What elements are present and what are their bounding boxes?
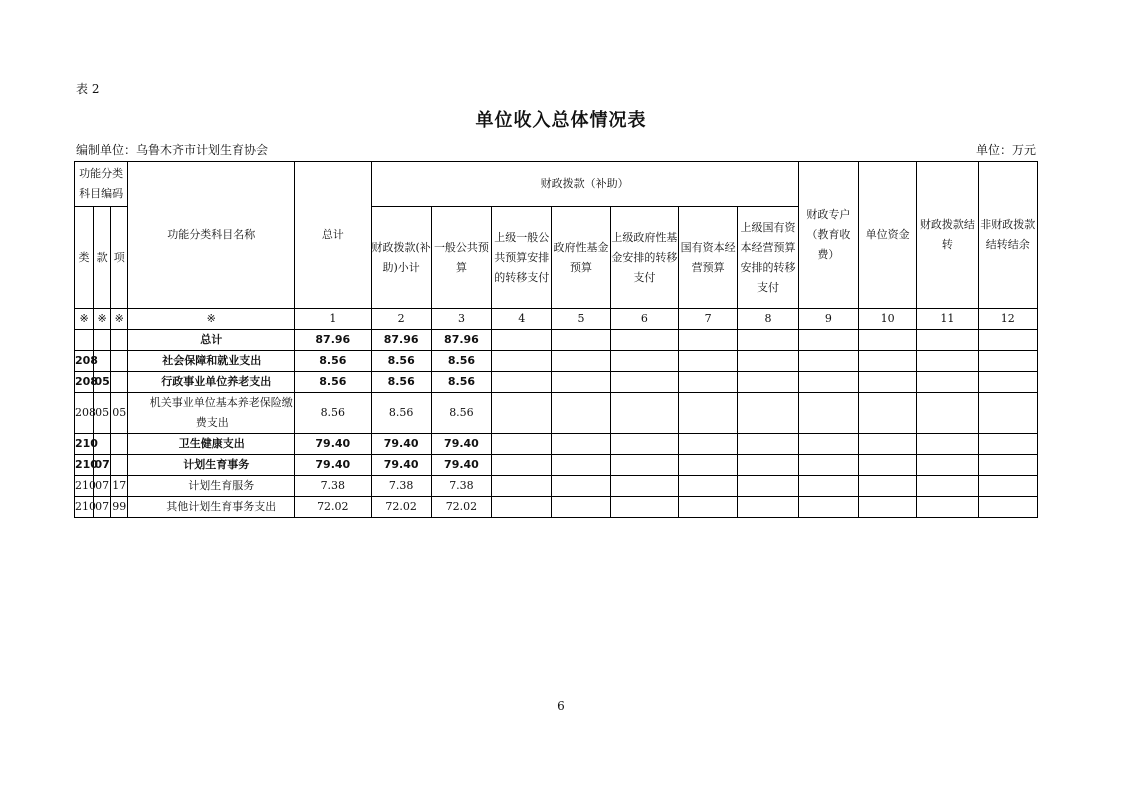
cell-subtotal: 79.40 — [371, 455, 431, 476]
header-general-budget: 一般公共预算 — [431, 207, 491, 309]
header-upper-gov-fund-transfer: 上级政府性基金安排的转移支付 — [610, 207, 678, 309]
col-num: 12 — [978, 309, 1037, 330]
cell-general: 87.96 — [431, 330, 491, 351]
table-row — [75, 455, 1038, 476]
table-row — [75, 372, 1038, 393]
table-row — [75, 497, 1038, 518]
cell-name: 总计 — [128, 330, 295, 351]
table-row — [75, 476, 1038, 497]
col-num: 5 — [552, 309, 610, 330]
col-num: 3 — [431, 309, 491, 330]
table-label: 表 2 — [76, 82, 100, 96]
cell-name: 社会保障和就业支出 — [128, 351, 295, 372]
col-num: ※ — [111, 309, 128, 330]
page-title: 单位收入总体情况表 — [475, 110, 647, 131]
cell-subtotal: 7.38 — [371, 476, 431, 497]
cell-subtotal: 8.56 — [371, 393, 431, 434]
cell-xiang: 17 — [111, 476, 128, 497]
col-num: 10 — [858, 309, 916, 330]
cell-kuan: 07 — [94, 455, 111, 476]
cell-xiang — [111, 372, 128, 393]
col-num: ※ — [128, 309, 295, 330]
cell-lei — [75, 330, 94, 351]
cell-kuan: 05 — [94, 393, 111, 434]
cell-lei: 208 — [75, 351, 94, 372]
cell-total: 79.40 — [295, 455, 371, 476]
header-fiscal-carryover: 财政拨款结转 — [917, 162, 978, 309]
col-num: 9 — [798, 309, 858, 330]
header-gov-fund-budget: 政府性基金预算 — [552, 207, 610, 309]
col-num: 6 — [610, 309, 678, 330]
header-nonfiscal-carryover: 非财政拨款结转结余 — [978, 162, 1037, 309]
col-num: 8 — [738, 309, 798, 330]
header-upper-state-capital-transfer: 上级国有资本经营预算安排的转移支付 — [738, 207, 798, 309]
cell-lei: 210 — [75, 455, 94, 476]
cell-xiang — [111, 455, 128, 476]
cell-general: 8.56 — [431, 372, 491, 393]
cell-total: 7.38 — [295, 476, 371, 497]
cell-name: 其他计划生育事务支出 — [128, 497, 295, 518]
cell-lei: 208 — [75, 393, 94, 434]
compiling-unit: 编制单位：乌鲁木齐市计划生育协会 — [76, 143, 269, 157]
cell-xiang: 05 — [111, 393, 128, 434]
cell-name: 卫生健康支出 — [128, 434, 295, 455]
col-num: 11 — [917, 309, 978, 330]
cell-lei: 210 — [75, 497, 94, 518]
cell-subtotal: 87.96 — [371, 330, 431, 351]
col-num: 4 — [492, 309, 552, 330]
header-func-code: 功能分类科目编码 — [75, 162, 128, 207]
col-num: ※ — [75, 309, 94, 330]
header-func-name: 功能分类科目名称 — [128, 162, 295, 309]
cell-xiang — [111, 351, 128, 372]
header-fiscal-group: 财政拨款（补助） — [371, 162, 798, 207]
page-number: 6 — [557, 699, 565, 713]
cell-name: 计划生育服务 — [128, 476, 295, 497]
header-lei: 类 — [75, 207, 94, 309]
header-total: 总计 — [295, 162, 371, 309]
col-num: ※ — [94, 309, 111, 330]
cell-total: 87.96 — [295, 330, 371, 351]
cell-subtotal: 8.56 — [371, 351, 431, 372]
cell-total: 79.40 — [295, 434, 371, 455]
column-number-row — [75, 309, 1038, 330]
cell-xiang — [111, 330, 128, 351]
cell-lei: 208 — [75, 372, 94, 393]
header-kuan: 款 — [94, 207, 111, 309]
cell-kuan: 07 — [94, 476, 111, 497]
header-fiscal-subtotal: 财政拨款(补助)小计 — [371, 207, 431, 309]
table-row — [75, 393, 1038, 434]
cell-subtotal: 8.56 — [371, 372, 431, 393]
cell-name: 计划生育事务 — [128, 455, 295, 476]
cell-general: 8.56 — [431, 351, 491, 372]
cell-xiang: 99 — [111, 497, 128, 518]
cell-lei: 210 — [75, 434, 94, 455]
table-row — [75, 330, 1038, 351]
header-xiang: 项 — [111, 207, 128, 309]
cell-general: 7.38 — [431, 476, 491, 497]
cell-total: 8.56 — [295, 351, 371, 372]
cell-lei: 210 — [75, 476, 94, 497]
cell-xiang — [111, 434, 128, 455]
header-unit-funds: 单位资金 — [858, 162, 916, 309]
cell-general: 72.02 — [431, 497, 491, 518]
cell-general: 79.40 — [431, 455, 491, 476]
cell-kuan: 07 — [94, 497, 111, 518]
header-upper-general-transfer: 上级一般公共预算安排的转移支付 — [492, 207, 552, 309]
cell-kuan — [94, 330, 111, 351]
currency-unit: 单位：万元 — [975, 143, 1036, 157]
header-state-capital-budget: 国有资本经营预算 — [679, 207, 738, 309]
income-summary-table — [74, 161, 1038, 518]
header-fiscal-special: 财政专户（教育收费） — [798, 162, 858, 309]
table-row — [75, 434, 1038, 455]
col-num: 7 — [679, 309, 738, 330]
cell-general: 79.40 — [431, 434, 491, 455]
table-row — [75, 351, 1038, 372]
cell-kuan: 05 — [94, 372, 111, 393]
cell-subtotal: 79.40 — [371, 434, 431, 455]
cell-total: 72.02 — [295, 497, 371, 518]
cell-name: 机关事业单位基本养老保险缴费支出 — [128, 393, 295, 434]
cell-name: 行政事业单位养老支出 — [128, 372, 295, 393]
cell-total: 8.56 — [295, 393, 371, 434]
cell-subtotal: 72.02 — [371, 497, 431, 518]
col-num: 2 — [371, 309, 431, 330]
cell-total: 8.56 — [295, 372, 371, 393]
cell-general: 8.56 — [431, 393, 491, 434]
col-num: 1 — [295, 309, 371, 330]
